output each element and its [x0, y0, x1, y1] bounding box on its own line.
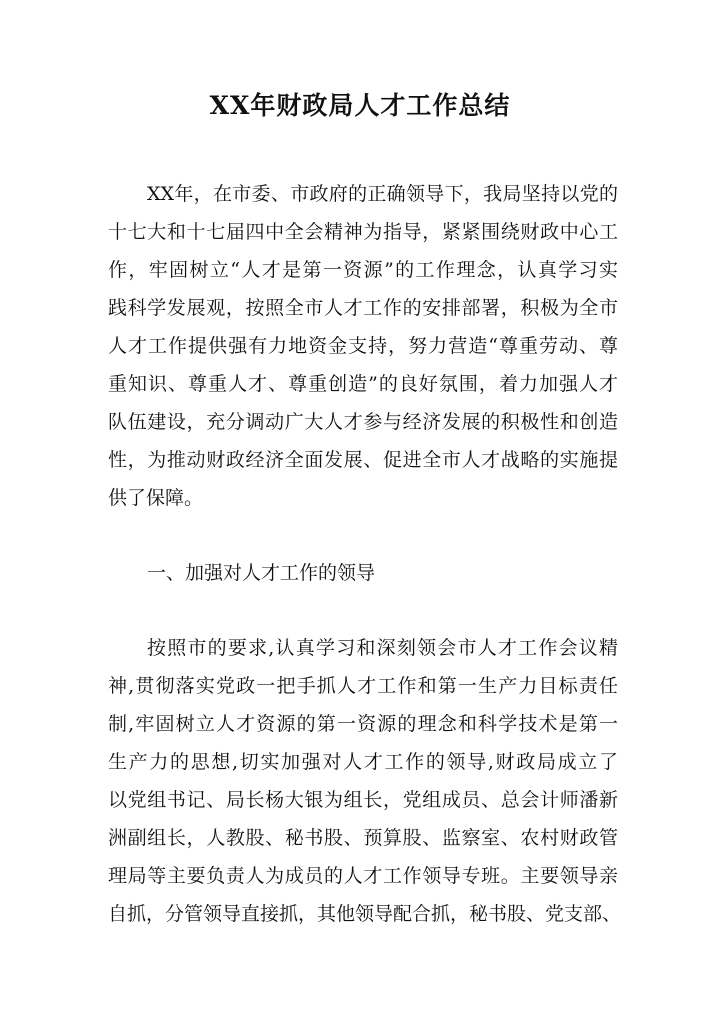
paragraph-line: 性，为推动财政经济全面发展、促进全市人才战略的实施提 — [108, 449, 618, 471]
paragraph-line: 践科学发展观，按照全市人才工作的安排部署，积极为全市 — [108, 297, 618, 319]
paragraph-line: 队伍建设，充分调动广大人才参与经济发展的积极性和创造 — [108, 411, 618, 433]
paragraph-line: 十七大和十七届四中全会精神为指导，紧紧围绕财政中心工 — [108, 221, 618, 243]
paragraph-line: 人才工作提供强有力地资金支持，努力营造“尊重劳动、尊 — [108, 335, 618, 357]
paragraph-line: 以党组书记、局长杨大银为组长，党组成员、总会计师潘新 — [108, 789, 618, 811]
paragraph-line: 作，牢固树立“人才是第一资源”的工作理念，认真学习实 — [108, 259, 618, 281]
paragraph-line: 神,贯彻落实党政一把手抓人才工作和第一生产力目标责任 — [108, 675, 618, 697]
paragraph-line: 重知识、尊重人才、尊重创造”的良好氛围，着力加强人才 — [108, 373, 618, 395]
section-heading: 一、加强对人才工作的领导 — [147, 562, 376, 584]
paragraph-line: XX年，在市委、市政府的正确领导下，我局坚持以党的 — [147, 183, 618, 205]
paragraph-line: 生产力的思想,切实加强对人才工作的领导,财政局成立了 — [108, 751, 618, 773]
paragraph-line: 洲副组长，人教股、秘书股、预算股、监察室、农村财政管 — [108, 827, 618, 849]
document-title: XX年财政局人才工作总结 — [209, 91, 511, 120]
paragraph-line: 理局等主要负责人为成员的人才工作领导专班。主要领导亲 — [108, 865, 618, 887]
paragraph-line: 制,牢固树立人才资源的第一资源的理念和科学技术是第一 — [108, 713, 618, 735]
paragraph-line: 自抓，分管领导直接抓，其他领导配合抓，秘书股、党支部、 — [108, 903, 622, 925]
paragraph-line: 供了保障。 — [108, 487, 204, 509]
paragraph-line: 按照市的要求,认真学习和深刻领会市人才工作会议精 — [147, 637, 618, 659]
